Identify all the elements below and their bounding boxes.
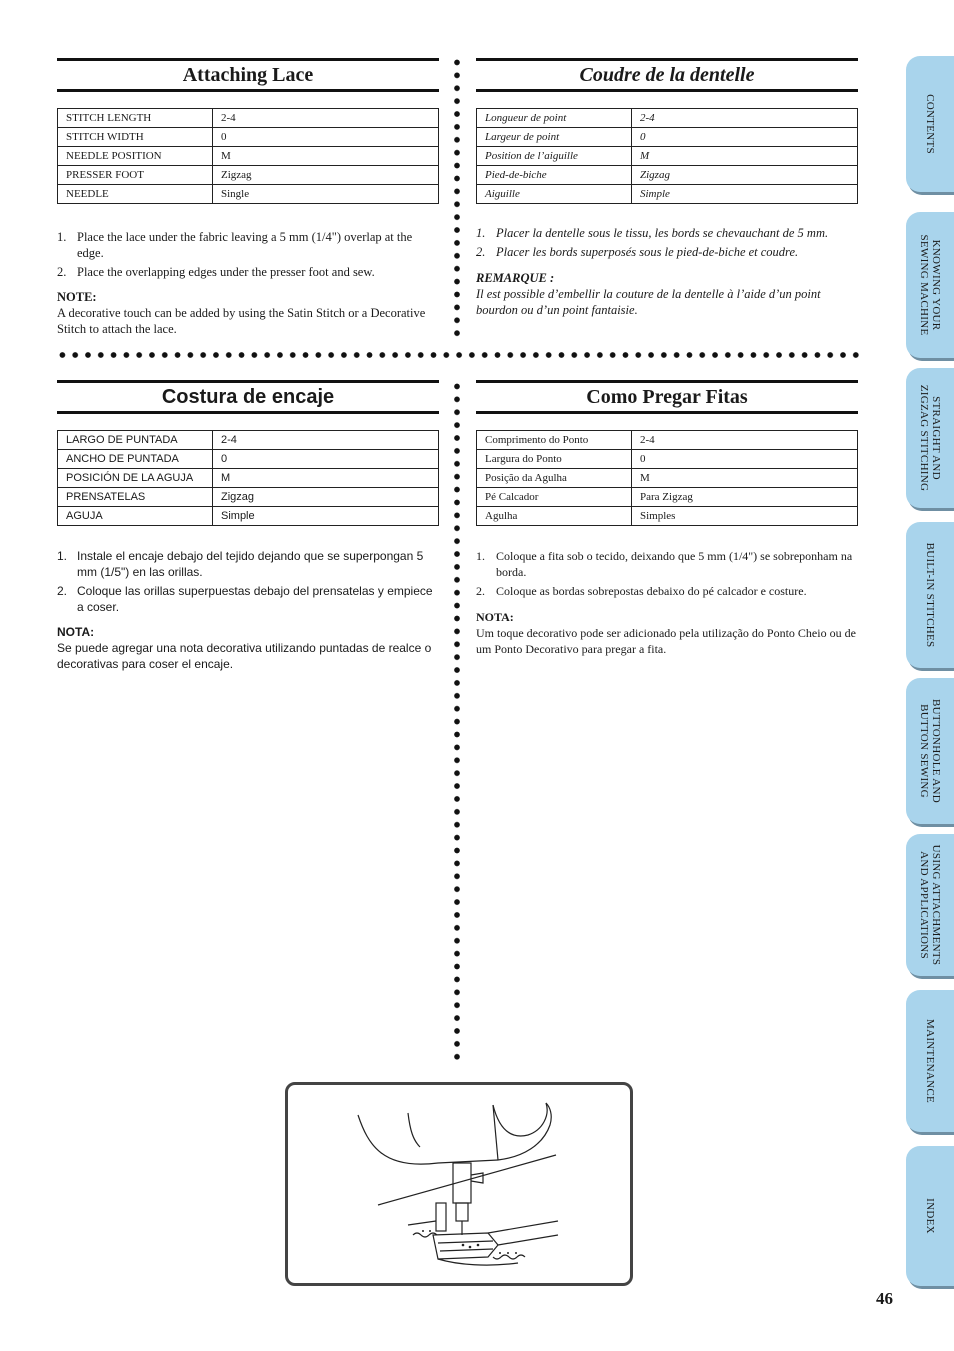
list-item [476,225,858,241]
note-heading: REMARQUE : [476,271,555,285]
note-text: Um toque decorativo pode ser adicionado pela utilização do Ponto Cheio ou de um Ponto Decorativo para pregar a fita. [476,626,856,656]
step-text: Coloque las orillas superpuestas debajo del prensatelas y empiece a coser. [77,584,433,614]
section-title-es: Costura de encaje [57,380,439,414]
setting-label: AGUJA [58,507,213,526]
step-number: 1. [476,226,486,240]
side-tab-label: KNOWING YOUR SEWING MACHINE [918,234,942,336]
setting-label: PRESSER FOOT [58,166,213,185]
table-row [477,450,858,469]
table-row [477,488,858,507]
setting-value: Zigzag [632,166,858,185]
table-row [477,431,858,450]
setting-value: 0 [213,450,439,469]
list-item [57,229,439,261]
setting-value: Para Zigzag [632,488,858,507]
setting-value: M [213,469,439,488]
setting-value: M [632,147,858,166]
note-heading: NOTA: [57,625,95,639]
side-tab-index[interactable] [906,1146,954,1286]
list-item [476,583,858,599]
step-text: Instale el encaje debajo del tejido dejando que se superpongan 5 mm (1/5") en las orillas. [77,549,424,579]
setting-label: Posição da Agulha [477,469,632,488]
setting-label: NEEDLE POSITION [58,147,213,166]
setting-value: 2-4 [213,109,439,128]
side-tab-contents[interactable] [906,56,954,192]
setting-value: 2-4 [632,109,858,128]
steps-list-en [57,229,439,283]
setting-label: POSICIÓN DE LA AGUJA [58,469,213,488]
setting-value: 2-4 [213,431,439,450]
list-item [57,548,439,580]
section-attaching-lace [57,58,439,92]
side-tab-maintenance[interactable] [906,990,954,1132]
setting-value: Single [213,185,439,204]
note-text: A decorative touch can be added by using the Satin Stitch or a Decorative Stitch to attach the lace. [57,306,426,336]
setting-label: Aiguille [477,185,632,204]
sewing-illustration-frame [285,1082,633,1286]
side-tab-label: BUILT-IN STITCHES [924,542,936,648]
setting-label: STITCH WIDTH [58,128,213,147]
steps-list-fr [476,225,858,263]
setting-value: Simple [632,185,858,204]
note-es [57,624,439,672]
note-heading: NOTA: [476,610,514,624]
table-row [477,185,858,204]
section-coudre-dentelle [476,58,858,92]
settings-table-es [57,430,439,526]
setting-value: 0 [632,128,858,147]
section-title-en: Attaching Lace [57,58,439,92]
settings-table-pt [476,430,858,526]
setting-value: Simples [632,507,858,526]
note-heading: NOTE: [57,290,97,304]
table-row [58,128,439,147]
presser-foot-lace-illustration [288,1085,630,1283]
table-row [477,166,858,185]
setting-value: 0 [213,128,439,147]
side-tab-buttonhole-and-button-sewing[interactable] [906,678,954,824]
side-tab-using-attachments-and-applications[interactable] [906,834,954,976]
setting-label: STITCH LENGTH [58,109,213,128]
step-text: Place the overlapping edges under the presser foot and sew. [77,265,375,279]
step-number: 1. [57,230,67,244]
setting-label: NEEDLE [58,185,213,204]
table-row [58,109,439,128]
table-row [58,185,439,204]
setting-label: ANCHO DE PUNTADA [58,450,213,469]
setting-label: Pé Calcador [477,488,632,507]
step-text: Place the lace under the fabric leaving a 5 mm (1/4") overlap at the edge. [77,230,413,260]
list-item [57,583,439,615]
step-text: Placer la dentelle sous le tissu, les bords se chevauchant de 5 mm. [496,226,829,240]
note-text: Se puede agregar una nota decorativa utilizando puntadas de realce o decorativas para coser el encaje. [57,641,432,671]
vertical-dotted-divider-bottom [454,380,460,1064]
list-item [57,264,439,280]
steps-list-pt [476,548,858,602]
table-row [58,450,439,469]
section-como-pregar-fitas [476,380,858,414]
step-number: 2. [57,265,67,279]
table-row [477,147,858,166]
table-row [58,488,439,507]
side-tab-label: INDEX [924,1198,936,1234]
settings-table-en [57,108,439,204]
setting-value: M [213,147,439,166]
step-text: Coloque as bordas sobrepostas debaixo do pé calcador e costure. [496,584,807,598]
setting-value: Zigzag [213,166,439,185]
side-tab-label: CONTENTS [924,94,936,154]
setting-value: Simple [213,507,439,526]
step-text: Placer les bords superposés sous le pied-de-biche et coudre. [496,245,799,259]
table-row [477,109,858,128]
setting-label: Largeur de point [477,128,632,147]
setting-value: 0 [632,450,858,469]
side-tab-label: STRAIGHT AND ZIGZAG STITCHING [918,384,942,492]
list-item [476,244,858,260]
setting-label: LARGO DE PUNTADA [58,431,213,450]
steps-list-es [57,548,439,618]
section-title-fr: Coudre de la dentelle [476,58,858,92]
table-row [477,469,858,488]
section-title-pt: Como Pregar Fitas [476,380,858,414]
note-en [57,289,439,337]
table-row [58,166,439,185]
setting-label: Pied-de-biche [477,166,632,185]
table-row [58,507,439,526]
step-number: 2. [476,245,486,259]
table-row [58,147,439,166]
setting-label: Position de l’aiguille [477,147,632,166]
side-tab-label: MAINTENANCE [924,1019,936,1103]
page-number: 46 [876,1289,893,1308]
setting-label: Longueur de point [477,109,632,128]
side-tab-built-in-stitches[interactable] [906,522,954,668]
list-item [476,548,858,580]
table-row [477,507,858,526]
setting-label: Largura do Ponto [477,450,632,469]
step-number: 1. [57,549,68,563]
setting-label: PRENSATELAS [58,488,213,507]
horizontal-dotted-divider [56,351,860,359]
step-number: 2. [476,584,485,598]
setting-label: Agulha [477,507,632,526]
side-tab-knowing-your-sewing-machine[interactable] [906,212,954,358]
note-text: Il est possible d’embellir la couture de la dentelle à l’aide d’un point bourdon ou d’un point fantaisie. [476,287,821,317]
table-row [58,431,439,450]
section-costura-encaje [57,380,439,414]
setting-value: M [632,469,858,488]
step-number: 2. [57,584,68,598]
table-row [58,469,439,488]
settings-table-fr [476,108,858,204]
vertical-dotted-divider-top [454,56,460,342]
side-tab-label: BUTTONHOLE AND BUTTON SEWING [918,699,942,803]
table-row [477,128,858,147]
side-tab-straight-and-zigzag-stitching[interactable] [906,368,954,508]
setting-label: Comprimento do Ponto [477,431,632,450]
step-number: 1. [476,549,485,563]
note-fr [476,270,858,318]
setting-value: Zigzag [213,488,439,507]
step-text: Coloque a fita sob o tecido, deixando que 5 mm (1/4") se sobreponham na borda. [496,549,853,579]
side-tab-label: USING ATTACHMENTS AND APPLICATIONS [918,844,942,966]
note-pt [476,609,858,657]
setting-value: 2-4 [632,431,858,450]
